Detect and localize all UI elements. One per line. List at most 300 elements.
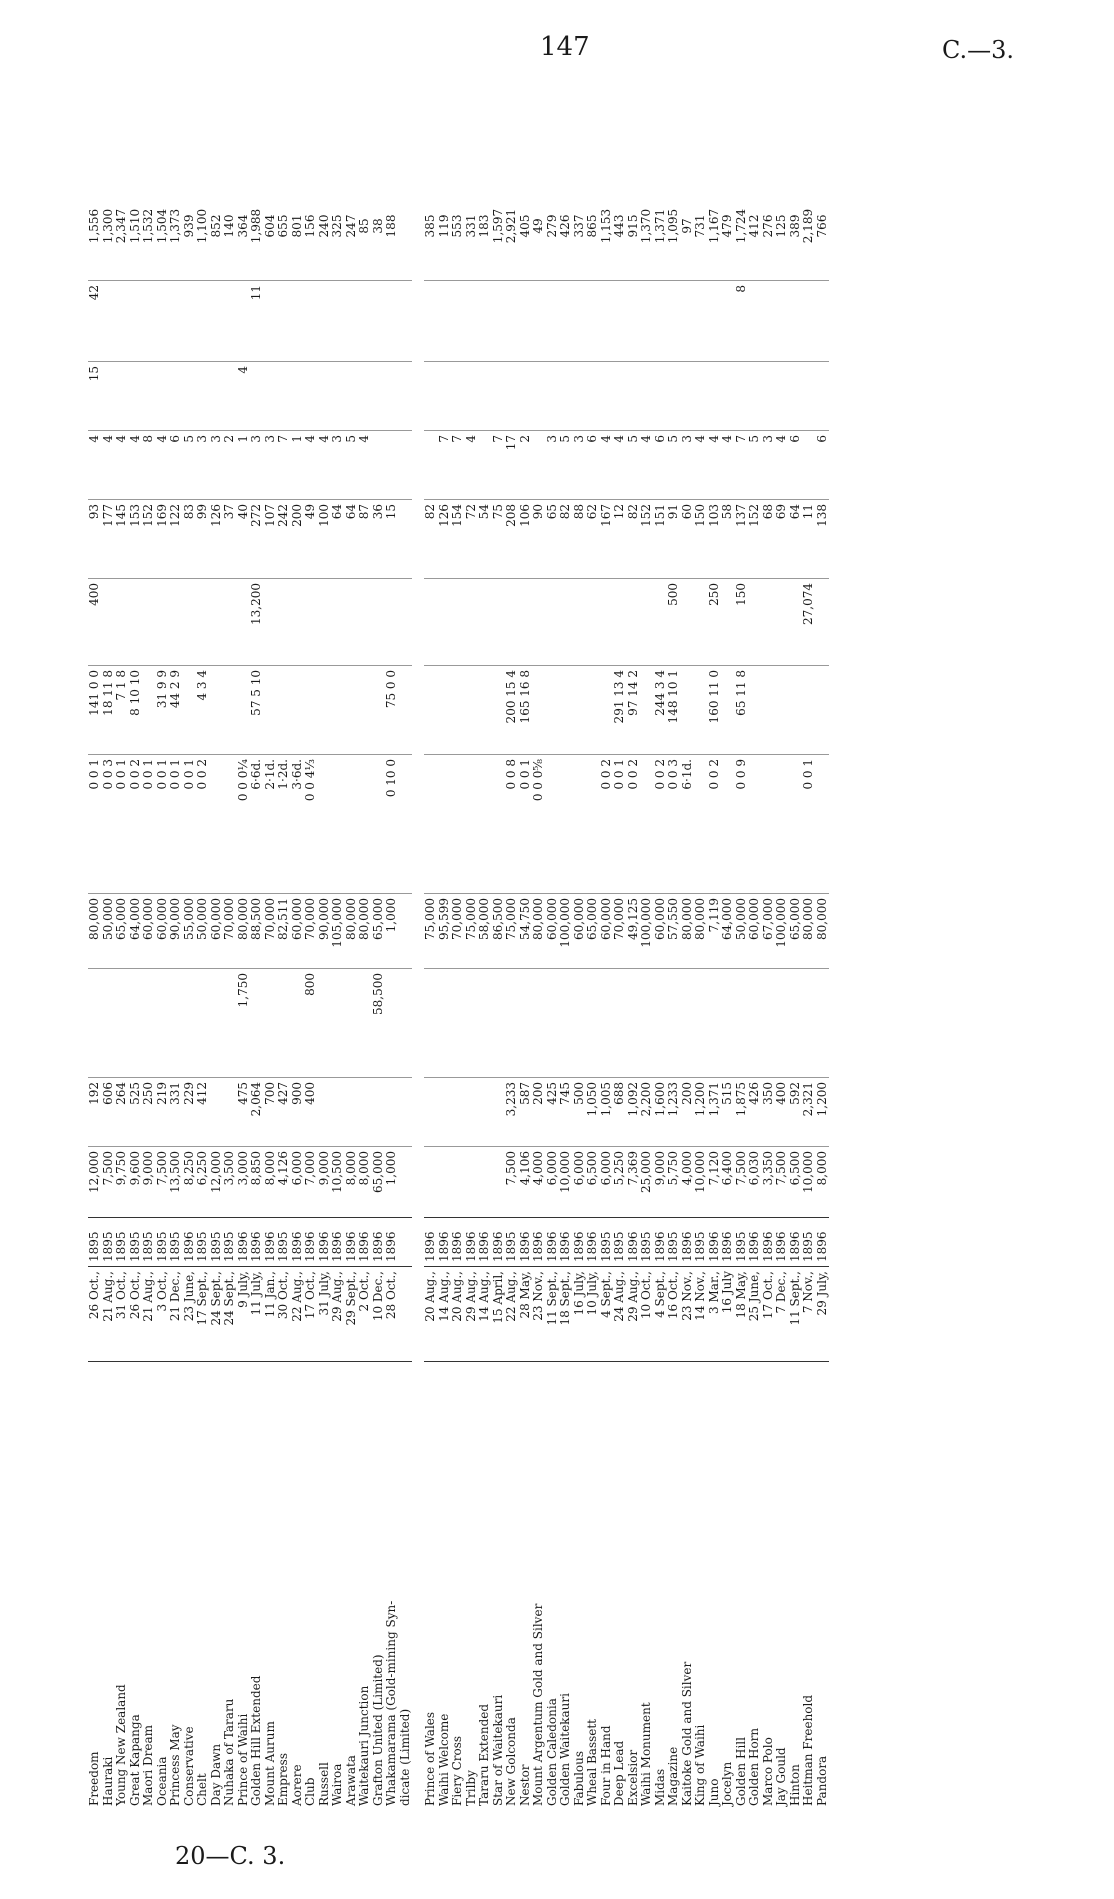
nominal-capital-cell: 80,000: [802, 894, 816, 969]
calls-received-cell: [331, 666, 345, 755]
table-row: [331, 172, 345, 1810]
calls-received-cell: [546, 666, 560, 755]
gold-nominal-cell: [115, 281, 129, 362]
calls-arrears-cell: [600, 579, 614, 666]
company-name-cell: Aorere: [291, 1362, 305, 1811]
gold-shares-cell: [277, 362, 291, 431]
registration-year-cell: 1896: [627, 1218, 641, 1267]
gold-nominal-cell: [169, 281, 183, 362]
table-row: [399, 172, 413, 1810]
company-name-cell: Whakamarama (Gold-mining Syn-: [385, 1362, 399, 1811]
paid-per-share-cell: [546, 755, 560, 894]
paid-per-share-cell: 0 0 0¼: [237, 755, 251, 894]
shares-deposited-cell: [735, 969, 749, 1078]
table-row: [451, 172, 465, 1810]
table-row: [277, 172, 291, 1810]
registration-date-cell: 25 June,: [748, 1267, 762, 1362]
company-name-cell: Arawata: [345, 1362, 359, 1811]
gold-shares-cell: [613, 362, 627, 431]
table-row: [250, 172, 264, 1810]
shares-deposited-cell: [465, 969, 479, 1078]
staff-count-cell: 5: [627, 431, 641, 500]
shareholders-cell: 138: [816, 500, 830, 579]
company-name-cell: Golden Waitekauri: [559, 1362, 573, 1811]
table-row: [559, 172, 573, 1810]
staff-count-cell: 4: [129, 431, 143, 500]
expenditure-cell: 1,724: [733, 208, 748, 244]
gold-shares-cell: [451, 362, 465, 431]
gold-shares-cell: [735, 362, 749, 431]
paid-per-share-cell: [694, 755, 708, 894]
nominal-capital-cell: 80,000: [345, 894, 359, 969]
table-row: [586, 172, 600, 1810]
expenditure-cell: 852: [208, 214, 223, 238]
shareholders-cell: 64: [789, 500, 803, 579]
gold-nominal-cell: [102, 281, 116, 362]
expenditure-cell: 412: [747, 214, 761, 238]
registration-year-cell: 1896: [183, 1218, 197, 1267]
gold-nominal-cell: [721, 281, 735, 362]
calls-received-cell: 148 10 1: [667, 666, 681, 755]
gold-shares-cell: [465, 362, 479, 431]
shareholders-cell: 167: [600, 500, 614, 579]
staff-count-cell: [802, 431, 816, 500]
registration-date-cell: 2 Oct.,: [358, 1267, 372, 1362]
shares-deposited-cell: [345, 969, 359, 1078]
gold-nominal-cell: [667, 281, 681, 362]
capital-cell: 9,000: [654, 1147, 668, 1218]
company-name-cell: Magazine: [667, 1362, 681, 1811]
capital-cell: 8,000: [358, 1147, 372, 1218]
calls-received-cell: 18 11 8: [102, 666, 116, 755]
gold-nominal-cell: [318, 281, 332, 362]
company-name-cell: Chelt: [196, 1362, 210, 1811]
paid-per-share-cell: [586, 755, 600, 894]
capital-cell: 5,750: [667, 1147, 681, 1218]
calls-arrears-cell: [264, 579, 278, 666]
company-name-cell: Waihi Welcome: [438, 1362, 452, 1811]
staff-count-cell: [424, 431, 438, 500]
table-row: [748, 172, 762, 1810]
gold-nominal-cell: [183, 281, 197, 362]
registration-year-cell: 1896: [762, 1218, 776, 1267]
registration-date-cell: 10 Dec.,: [372, 1267, 386, 1362]
shares-subscribed-cell: 250: [142, 1078, 156, 1147]
registration-year-cell: 1896: [708, 1218, 722, 1267]
expenditure-cell: 1,153: [598, 208, 613, 244]
shares-subscribed-cell: [210, 1078, 224, 1147]
gold-shares-cell: [169, 362, 183, 431]
company-name-cell: Pandora: [816, 1362, 830, 1811]
shareholders-cell: 68: [762, 500, 776, 579]
nominal-capital-cell: 60,000: [142, 894, 156, 969]
gold-nominal-cell: [331, 281, 345, 362]
paid-per-share-cell: 0 0 0⅝: [532, 755, 546, 894]
shareholders-cell: 40: [237, 500, 251, 579]
calls-received-cell: 7 1 8: [115, 666, 129, 755]
calls-received-cell: [399, 666, 413, 755]
gold-nominal-cell: [816, 281, 830, 362]
table-row: [385, 172, 399, 1810]
calls-received-cell: [681, 666, 695, 755]
staff-count-cell: [385, 431, 399, 500]
expenditure-cell: 655: [276, 214, 290, 238]
capital-cell: 4,000: [532, 1147, 546, 1218]
table-row: [358, 172, 372, 1810]
staff-count-cell: 7: [438, 431, 452, 500]
gold-nominal-cell: [142, 281, 156, 362]
shareholders-cell: 152: [748, 500, 762, 579]
company-name-cell: Four in Hand: [600, 1362, 614, 1811]
table-row: [424, 172, 438, 1810]
calls-received-cell: 75 0 0: [385, 666, 399, 755]
gold-nominal-cell: [210, 281, 224, 362]
calls-arrears-cell: [519, 579, 533, 666]
gold-shares-cell: [223, 362, 237, 431]
table-row: [129, 172, 143, 1810]
shareholders-cell: 99: [196, 500, 210, 579]
calls-received-cell: [586, 666, 600, 755]
shareholders-cell: 137: [735, 500, 749, 579]
shares-deposited-cell: [451, 969, 465, 1078]
shares-subscribed-cell: 425: [546, 1078, 560, 1147]
gold-shares-cell: [424, 362, 438, 431]
calls-received-cell: [142, 666, 156, 755]
calls-arrears-cell: [291, 579, 305, 666]
gold-nominal-cell: [478, 281, 492, 362]
company-name-cell: Conservative: [183, 1362, 197, 1811]
staff-count-cell: 3: [250, 431, 264, 500]
calls-received-cell: [345, 666, 359, 755]
registration-date-cell: 20 Aug.,: [424, 1267, 438, 1362]
table-row: [142, 172, 156, 1810]
calls-arrears-cell: [345, 579, 359, 666]
company-name-cell: Young New Zealand: [115, 1362, 129, 1811]
calls-arrears-cell: 500: [667, 579, 681, 666]
expenditure-cell: 337: [571, 214, 586, 238]
registration-year-cell: 1895: [156, 1218, 170, 1267]
registration-year-cell: 1895: [667, 1218, 681, 1267]
paid-per-share-cell: 0 0 2: [129, 755, 143, 894]
nominal-capital-cell: 70,000: [223, 894, 237, 969]
expenditure-cell: 183: [477, 214, 491, 238]
capital-cell: 6,400: [721, 1147, 735, 1218]
staff-count-cell: [372, 431, 386, 500]
calls-received-cell: [721, 666, 735, 755]
shares-deposited-cell: [519, 969, 533, 1078]
shares-subscribed-cell: 264: [115, 1078, 129, 1147]
gold-shares-cell: 4: [237, 362, 251, 431]
table-row: [223, 172, 237, 1810]
registration-date-cell: 21 Aug.,: [102, 1267, 116, 1362]
gold-nominal-cell: [424, 281, 438, 362]
shares-subscribed-cell: 200: [681, 1078, 695, 1147]
staff-count-cell: [478, 431, 492, 500]
calls-arrears-cell: [304, 579, 318, 666]
gold-nominal-cell: [613, 281, 627, 362]
gold-shares-cell: [291, 362, 305, 431]
staff-count-cell: 3: [210, 431, 224, 500]
registration-date-cell: 23 Nov.,: [681, 1267, 695, 1362]
staff-count-cell: 1: [291, 431, 305, 500]
registration-year-cell: 1896: [304, 1218, 318, 1267]
calls-received-cell: [277, 666, 291, 755]
shares-deposited-cell: [721, 969, 735, 1078]
staff-count-cell: 4: [358, 431, 372, 500]
staff-count-cell: 2: [223, 431, 237, 500]
registration-year-cell: 1896: [721, 1218, 735, 1267]
shares-deposited-cell: [250, 969, 264, 1078]
gold-shares-cell: [789, 362, 803, 431]
company-name-cell: Oceania: [156, 1362, 170, 1811]
paid-per-share-cell: [399, 755, 413, 894]
table-row: [88, 172, 102, 1810]
company-name-cell: Mount Aurum: [264, 1362, 278, 1811]
registration-date-cell: 21 Dec.,: [169, 1267, 183, 1362]
capital-cell: 10,000: [559, 1147, 573, 1218]
shareholders-cell: 64: [345, 500, 359, 579]
registration-date-cell: 24 Sept.,: [223, 1267, 237, 1362]
shareholders-cell: 100: [318, 500, 332, 579]
nominal-capital-cell: 60,000: [573, 894, 587, 969]
registration-date-cell: 18 May,: [735, 1267, 749, 1362]
shares-subscribed-cell: 592: [789, 1078, 803, 1147]
table-row: [169, 172, 183, 1810]
group-separator: [412, 172, 424, 1810]
gold-nominal-cell: [372, 281, 386, 362]
company-name-cell: Waihi Monument: [640, 1362, 654, 1811]
nominal-capital-cell: 95,599: [438, 894, 452, 969]
staff-count-cell: 4: [156, 431, 170, 500]
gold-nominal-cell: [129, 281, 143, 362]
registration-date-cell: 7 Dec.,: [775, 1267, 789, 1362]
shares-deposited-cell: 800: [304, 969, 318, 1078]
staff-count-cell: 3: [762, 431, 776, 500]
table-row: [291, 172, 305, 1810]
shareholders-cell: 87: [358, 500, 372, 579]
calls-arrears-cell: [532, 579, 546, 666]
gold-shares-cell: [505, 362, 519, 431]
staff-count-cell: 4: [721, 431, 735, 500]
company-name-cell: Midas: [654, 1362, 668, 1811]
shares-deposited-cell: [613, 969, 627, 1078]
nominal-capital-cell: 1,000: [385, 894, 399, 969]
company-name-cell: Waitekauri Junction: [358, 1362, 372, 1811]
shareholders-cell: 106: [519, 500, 533, 579]
expenditure-cell: 553: [450, 214, 464, 238]
staff-count-cell: 6: [586, 431, 600, 500]
shares-subscribed-cell: [478, 1078, 492, 1147]
paid-per-share-cell: [816, 755, 830, 894]
gold-nominal-cell: 8: [735, 281, 749, 362]
shares-subscribed-cell: 2,321: [802, 1078, 816, 1147]
calls-arrears-cell: [492, 579, 506, 666]
gold-nominal-cell: [681, 281, 695, 362]
registration-year-cell: 1896: [451, 1218, 465, 1267]
capital-cell: 8,000: [264, 1147, 278, 1218]
company-name-cell: Prince of Wales: [424, 1362, 438, 1811]
nominal-capital-cell: 86,500: [492, 894, 506, 969]
registration-year-cell: 1896: [424, 1218, 438, 1267]
shareholders-cell: 82: [627, 500, 641, 579]
gold-nominal-cell: [438, 281, 452, 362]
calls-received-cell: 31 9 9: [156, 666, 170, 755]
shareholders-cell: 154: [451, 500, 465, 579]
calls-received-cell: 200 15 4: [505, 666, 519, 755]
nominal-capital-cell: 64,000: [721, 894, 735, 969]
table-row: [762, 172, 776, 1810]
capital-cell: 4,126: [277, 1147, 291, 1218]
nominal-capital-cell: 64,000: [129, 894, 143, 969]
expenditure-cell: 426: [558, 214, 572, 238]
shareholders-cell: 88: [573, 500, 587, 579]
capital-cell: 3,500: [223, 1147, 237, 1218]
paid-per-share-cell: 2·1d.: [264, 755, 278, 894]
nominal-capital-cell: 65,000: [372, 894, 386, 969]
company-name-cell: Star of Waitekauri: [492, 1362, 506, 1811]
gold-nominal-cell: [546, 281, 560, 362]
shareholders-cell: 150: [694, 500, 708, 579]
company-name-cell: Tararu Extended: [478, 1362, 492, 1811]
nominal-capital-cell: 58,000: [478, 894, 492, 969]
shareholders-cell: 153: [129, 500, 143, 579]
staff-count-cell: 2: [519, 431, 533, 500]
shares-deposited-cell: [358, 969, 372, 1078]
expenditure-cell: 156: [303, 214, 317, 238]
calls-arrears-cell: [318, 579, 332, 666]
calls-received-cell: [694, 666, 708, 755]
expenditure-cell: 915: [625, 214, 640, 238]
registration-year-cell: 1895: [196, 1218, 210, 1267]
shares-deposited-cell: 58,500: [372, 969, 386, 1078]
calls-received-cell: [237, 666, 251, 755]
registration-year-cell: 1896: [331, 1218, 345, 1267]
registration-year-cell: 1896: [748, 1218, 762, 1267]
table-row: [465, 172, 479, 1810]
shares-subscribed-cell: 400: [775, 1078, 789, 1147]
registration-year-cell: 1895: [613, 1218, 627, 1267]
shareholders-cell: 208: [505, 500, 519, 579]
gold-shares-cell: [694, 362, 708, 431]
rotated-table-wrapper: [88, 50, 1088, 1810]
registration-date-cell: 16 July,: [573, 1267, 587, 1362]
gold-shares-cell: [264, 362, 278, 431]
expenditure-cell: 443: [612, 214, 626, 238]
nominal-capital-cell: 90,000: [169, 894, 183, 969]
expenditure-cell: 731: [693, 214, 707, 238]
company-name-cell: Nuhaka of Tararu: [223, 1362, 237, 1811]
nominal-capital-cell: 70,000: [264, 894, 278, 969]
table-row: [372, 172, 386, 1810]
shares-subscribed-cell: 587: [519, 1078, 533, 1147]
staff-count-cell: 4: [115, 431, 129, 500]
capital-cell: 9,600: [129, 1147, 143, 1218]
expenditure-cell: 389: [787, 214, 802, 238]
shareholders-cell: 126: [438, 500, 452, 579]
gold-shares-cell: [210, 362, 224, 431]
paid-per-share-cell: [210, 755, 224, 894]
registration-date-cell: 10 Oct.,: [640, 1267, 654, 1362]
gold-nominal-cell: [640, 281, 654, 362]
shares-subscribed-cell: 192: [88, 1078, 102, 1147]
company-name-cell: Grafton United (Limited): [372, 1362, 386, 1811]
company-name-cell: Fiery Cross: [451, 1362, 465, 1811]
shares-subscribed-cell: 2,064: [250, 1078, 264, 1147]
registration-year-cell: 1896: [250, 1218, 264, 1267]
shares-deposited-cell: [586, 969, 600, 1078]
calls-received-cell: 97 14 2: [627, 666, 641, 755]
table-row: [505, 172, 519, 1810]
capital-cell: 13,500: [169, 1147, 183, 1218]
paid-per-share-cell: 0 0 1: [142, 755, 156, 894]
registration-date-cell: 11 Sept.,: [546, 1267, 560, 1362]
shares-subscribed-cell: 2,200: [640, 1078, 654, 1147]
calls-arrears-cell: [789, 579, 803, 666]
shares-deposited-cell: [816, 969, 830, 1078]
shares-subscribed-cell: 200: [532, 1078, 546, 1147]
shareholders-cell: 83: [183, 500, 197, 579]
shares-deposited-cell: [318, 969, 332, 1078]
paid-per-share-cell: [559, 755, 573, 894]
paid-per-share-cell: 0 0 1: [115, 755, 129, 894]
nominal-capital-cell: 75,000: [505, 894, 519, 969]
nominal-capital-cell: 60,000: [546, 894, 560, 969]
company-name-cell: Deep Lead: [613, 1362, 627, 1811]
registration-year-cell: 1896: [681, 1218, 695, 1267]
gold-shares-cell: [559, 362, 573, 431]
registration-date-cell: 18 Sept.,: [559, 1267, 573, 1362]
capital-cell: 6,500: [586, 1147, 600, 1218]
paid-per-share-cell: [762, 755, 776, 894]
registration-date-cell: 14 Nov.,: [694, 1267, 708, 1362]
capital-cell: 4,106: [519, 1147, 533, 1218]
nominal-capital-cell: 88,500: [250, 894, 264, 969]
company-name-cell: Jay Gould: [775, 1362, 789, 1811]
calls-arrears-cell: [451, 579, 465, 666]
shares-deposited-cell: [129, 969, 143, 1078]
nominal-capital-cell: 49,125: [627, 894, 641, 969]
shares-subscribed-cell: 1,092: [627, 1078, 641, 1147]
capital-cell: [424, 1147, 438, 1218]
table-row: [183, 172, 197, 1810]
shares-subscribed-cell: 606: [102, 1078, 116, 1147]
calls-arrears-cell: [115, 579, 129, 666]
registration-year-cell: 1895: [735, 1218, 749, 1267]
expenditure-cell: 1,373: [168, 208, 182, 244]
shares-deposited-cell: [694, 969, 708, 1078]
nominal-capital-cell: 55,000: [183, 894, 197, 969]
company-name-cell: Golden Horn: [748, 1362, 762, 1811]
company-name-cell: Wheal Bassett: [586, 1362, 600, 1811]
calls-received-cell: 160 11 0: [708, 666, 722, 755]
nominal-capital-cell: 60,000: [291, 894, 305, 969]
registration-date-cell: 15 April,: [492, 1267, 506, 1362]
calls-arrears-cell: [640, 579, 654, 666]
calls-arrears-cell: [816, 579, 830, 666]
table-row: [735, 172, 749, 1810]
paid-per-share-cell: 0 0 1: [519, 755, 533, 894]
staff-count-cell: 3: [196, 431, 210, 500]
expenditure-cell: 247: [343, 214, 358, 238]
staff-count-cell: 7: [735, 431, 749, 500]
table-row: [115, 172, 129, 1810]
calls-arrears-cell: [237, 579, 251, 666]
expenditure-cell: 2,189: [801, 208, 815, 244]
shares-deposited-cell: [183, 969, 197, 1078]
staff-count-cell: 5: [748, 431, 762, 500]
calls-received-cell: [559, 666, 573, 755]
registration-year-cell: 1895: [802, 1218, 816, 1267]
